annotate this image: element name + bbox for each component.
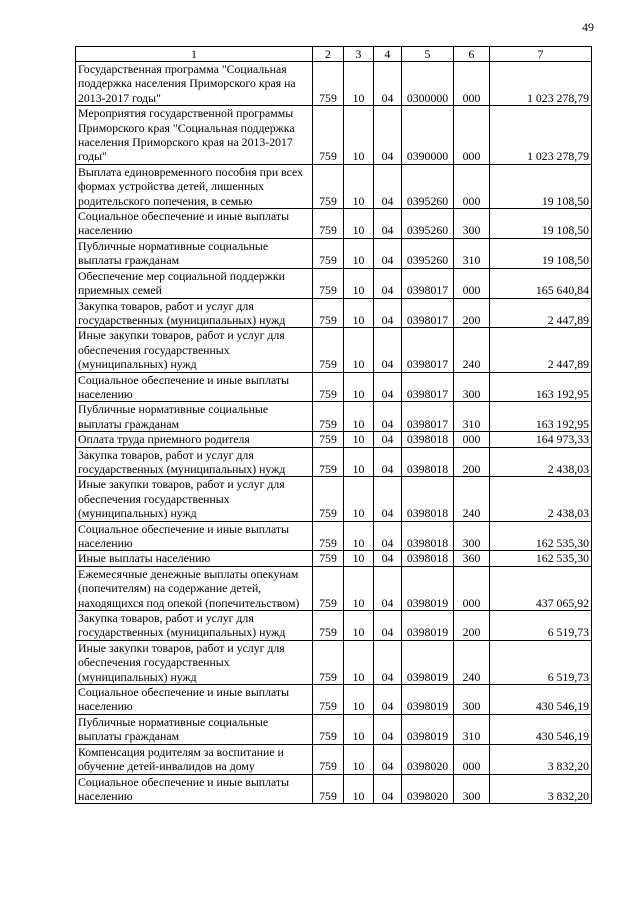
cell-col4: 04 (374, 106, 402, 165)
cell-col6: 300 (454, 209, 490, 239)
cell-col6: 200 (454, 611, 490, 641)
cell-col6: 300 (454, 372, 490, 402)
cell-col3: 10 (344, 106, 374, 165)
cell-col5: 0398018 (402, 432, 454, 447)
table-row (76, 164, 592, 208)
cell-amount: 162 535,30 (490, 551, 592, 566)
table-row (76, 372, 592, 402)
cell-col6: 200 (454, 447, 490, 477)
cell-amount: 430 546,19 (490, 714, 592, 744)
cell-col5: 0395260 (402, 209, 454, 239)
cell-col6: 000 (454, 62, 490, 106)
table-row (76, 209, 592, 239)
cell-col6: 000 (454, 566, 490, 610)
cell-col4: 04 (374, 298, 402, 328)
row-name: Социальное обеспечение и иные выплаты населению (76, 774, 313, 804)
cell-col6: 000 (454, 744, 490, 774)
cell-col4: 04 (374, 774, 402, 804)
cell-col3: 10 (344, 640, 374, 684)
table-row (76, 774, 592, 804)
cell-col4: 04 (374, 328, 402, 372)
cell-col4: 04 (374, 164, 402, 208)
cell-col2: 759 (313, 714, 344, 744)
cell-col4: 04 (374, 551, 402, 566)
cell-col2: 759 (313, 521, 344, 551)
cell-col3: 10 (344, 328, 374, 372)
cell-col2: 759 (313, 640, 344, 684)
cell-col3: 10 (344, 372, 374, 402)
cell-col2: 759 (313, 106, 344, 165)
cell-col3: 10 (344, 714, 374, 744)
cell-col5: 0398017 (402, 402, 454, 432)
cell-col6: 240 (454, 477, 490, 521)
page-number: 49 (582, 20, 594, 34)
cell-col3: 10 (344, 164, 374, 208)
cell-col2: 759 (313, 402, 344, 432)
cell-col3: 10 (344, 566, 374, 610)
cell-col6: 240 (454, 328, 490, 372)
table-row (76, 106, 592, 165)
cell-col5: 0300000 (402, 62, 454, 106)
row-name: Иные закупки товаров, работ и услуг для обеспечения государственных (муниципальных) нужд (76, 640, 313, 684)
column-header: 4 (374, 47, 402, 62)
table-row (76, 521, 592, 551)
cell-col5: 0398017 (402, 298, 454, 328)
row-name: Публичные нормативные социальные выплаты гражданам (76, 238, 313, 268)
cell-amount: 163 192,95 (490, 372, 592, 402)
cell-col2: 759 (313, 551, 344, 566)
cell-amount: 19 108,50 (490, 209, 592, 239)
table-row (76, 62, 592, 106)
cell-col2: 759 (313, 372, 344, 402)
cell-amount: 164 973,33 (490, 432, 592, 447)
cell-col3: 10 (344, 685, 374, 715)
table-row (76, 566, 592, 610)
cell-col6: 300 (454, 774, 490, 804)
cell-col5: 0398017 (402, 268, 454, 298)
cell-amount: 6 519,73 (490, 640, 592, 684)
cell-col6: 200 (454, 298, 490, 328)
row-name: Иные закупки товаров, работ и услуг для обеспечения государственных (муниципальных) нужд (76, 328, 313, 372)
table-row (76, 611, 592, 641)
cell-col4: 04 (374, 566, 402, 610)
cell-col5: 0398020 (402, 774, 454, 804)
cell-col3: 10 (344, 432, 374, 447)
cell-col6: 310 (454, 402, 490, 432)
row-name: Социальное обеспечение и иные выплаты населению (76, 685, 313, 715)
cell-col5: 0398017 (402, 328, 454, 372)
row-name: Ежемесячные денежные выплаты опекунам (попечителям) на содержание детей, находящихся под опекой (попечительством) (76, 566, 313, 610)
cell-amount: 3 832,20 (490, 774, 592, 804)
table-row (76, 714, 592, 744)
cell-col2: 759 (313, 566, 344, 610)
table-row (76, 298, 592, 328)
cell-amount: 2 447,89 (490, 328, 592, 372)
cell-col4: 04 (374, 268, 402, 298)
cell-col3: 10 (344, 238, 374, 268)
row-name: Социальное обеспечение и иные выплаты населению (76, 372, 313, 402)
cell-col4: 04 (374, 209, 402, 239)
cell-col5: 0390000 (402, 106, 454, 165)
cell-col6: 240 (454, 640, 490, 684)
cell-amount: 19 108,50 (490, 238, 592, 268)
cell-col2: 759 (313, 328, 344, 372)
cell-col3: 10 (344, 477, 374, 521)
cell-col3: 10 (344, 521, 374, 551)
table-header-row (76, 47, 592, 62)
column-header: 7 (490, 47, 592, 62)
cell-col6: 000 (454, 268, 490, 298)
cell-amount: 165 640,84 (490, 268, 592, 298)
cell-col2: 759 (313, 477, 344, 521)
cell-col5: 0398017 (402, 372, 454, 402)
cell-col5: 0398018 (402, 521, 454, 551)
row-name: Компенсация родителям за воспитание и обучение детей-инвалидов на дому (76, 744, 313, 774)
cell-amount: 19 108,50 (490, 164, 592, 208)
table-row (76, 328, 592, 372)
cell-col4: 04 (374, 477, 402, 521)
cell-col6: 000 (454, 106, 490, 165)
cell-col4: 04 (374, 372, 402, 402)
cell-col5: 0395260 (402, 164, 454, 208)
table-row (76, 477, 592, 521)
row-name: Закупка товаров, работ и услуг для государственных (муниципальных) нужд (76, 611, 313, 641)
cell-col4: 04 (374, 62, 402, 106)
cell-col6: 300 (454, 521, 490, 551)
cell-col4: 04 (374, 714, 402, 744)
cell-col4: 04 (374, 238, 402, 268)
cell-col2: 759 (313, 238, 344, 268)
row-name: Государственная программа "Социальная поддержка населения Приморского края на 2013-2017 годы" (76, 62, 313, 106)
cell-col3: 10 (344, 551, 374, 566)
cell-col5: 0398019 (402, 640, 454, 684)
row-name: Мероприятия государственной программы Приморского края "Социальная поддержка населения Приморского края на 2013-2017 годы" (76, 106, 313, 165)
row-name: Закупка товаров, работ и услуг для государственных (муниципальных) нужд (76, 447, 313, 477)
row-name: Обеспечение мер социальной поддержки приемных семей (76, 268, 313, 298)
cell-amount: 1 023 278,79 (490, 106, 592, 165)
row-name: Публичные нормативные социальные выплаты гражданам (76, 402, 313, 432)
cell-amount: 2 438,03 (490, 447, 592, 477)
cell-amount: 162 535,30 (490, 521, 592, 551)
row-name: Иные закупки товаров, работ и услуг для обеспечения государственных (муниципальных) нужд (76, 477, 313, 521)
cell-col4: 04 (374, 402, 402, 432)
row-name: Оплата труда приемного родителя (76, 432, 313, 447)
cell-col3: 10 (344, 744, 374, 774)
cell-amount: 6 519,73 (490, 611, 592, 641)
cell-col4: 04 (374, 744, 402, 774)
cell-col5: 0398019 (402, 685, 454, 715)
table-row (76, 685, 592, 715)
cell-col2: 759 (313, 744, 344, 774)
cell-col3: 10 (344, 611, 374, 641)
cell-col6: 310 (454, 714, 490, 744)
cell-amount: 163 192,95 (490, 402, 592, 432)
cell-col5: 0398018 (402, 477, 454, 521)
cell-col5: 0398019 (402, 611, 454, 641)
budget-table (75, 46, 592, 804)
cell-col2: 759 (313, 209, 344, 239)
cell-col2: 759 (313, 164, 344, 208)
column-header: 2 (313, 47, 344, 62)
cell-col5: 0398018 (402, 551, 454, 566)
cell-col4: 04 (374, 447, 402, 477)
cell-col6: 300 (454, 685, 490, 715)
row-name: Социальное обеспечение и иные выплаты населению (76, 521, 313, 551)
cell-amount: 437 065,92 (490, 566, 592, 610)
cell-amount: 1 023 278,79 (490, 62, 592, 106)
cell-col5: 0398020 (402, 744, 454, 774)
cell-col3: 10 (344, 268, 374, 298)
cell-col2: 759 (313, 685, 344, 715)
cell-col6: 000 (454, 164, 490, 208)
row-name: Публичные нормативные социальные выплаты гражданам (76, 714, 313, 744)
cell-col4: 04 (374, 685, 402, 715)
row-name: Социальное обеспечение и иные выплаты населению (76, 209, 313, 239)
cell-amount: 430 546,19 (490, 685, 592, 715)
cell-col2: 759 (313, 432, 344, 447)
cell-amount: 2 438,03 (490, 477, 592, 521)
cell-col2: 759 (313, 268, 344, 298)
cell-col3: 10 (344, 774, 374, 804)
cell-col5: 0398018 (402, 447, 454, 477)
cell-amount: 3 832,20 (490, 744, 592, 774)
cell-col4: 04 (374, 521, 402, 551)
cell-col5: 0398019 (402, 714, 454, 744)
row-name: Закупка товаров, работ и услуг для государственных (муниципальных) нужд (76, 298, 313, 328)
cell-col5: 0395260 (402, 238, 454, 268)
table-row (76, 432, 592, 447)
cell-col4: 04 (374, 640, 402, 684)
column-header: 1 (76, 47, 313, 62)
table-row (76, 402, 592, 432)
table-row (76, 447, 592, 477)
cell-col6: 310 (454, 238, 490, 268)
cell-col3: 10 (344, 447, 374, 477)
cell-col2: 759 (313, 62, 344, 106)
table-row (76, 551, 592, 566)
cell-col3: 10 (344, 209, 374, 239)
cell-col2: 759 (313, 447, 344, 477)
cell-col6: 360 (454, 551, 490, 566)
cell-col5: 0398019 (402, 566, 454, 610)
cell-col2: 759 (313, 774, 344, 804)
cell-col4: 04 (374, 432, 402, 447)
cell-col3: 10 (344, 62, 374, 106)
table-row (76, 640, 592, 684)
row-name: Иные выплаты населению (76, 551, 313, 566)
table-row (76, 744, 592, 774)
row-name: Выплата единовременного пособия при всех формах устройства детей, лишенных родительского попечения, в семью (76, 164, 313, 208)
column-header: 3 (344, 47, 374, 62)
table-row (76, 268, 592, 298)
cell-col3: 10 (344, 298, 374, 328)
cell-col2: 759 (313, 298, 344, 328)
cell-amount: 2 447,89 (490, 298, 592, 328)
column-header: 6 (454, 47, 490, 62)
cell-col6: 000 (454, 432, 490, 447)
table-row (76, 238, 592, 268)
cell-col4: 04 (374, 611, 402, 641)
cell-col2: 759 (313, 611, 344, 641)
cell-col3: 10 (344, 402, 374, 432)
column-header: 5 (402, 47, 454, 62)
